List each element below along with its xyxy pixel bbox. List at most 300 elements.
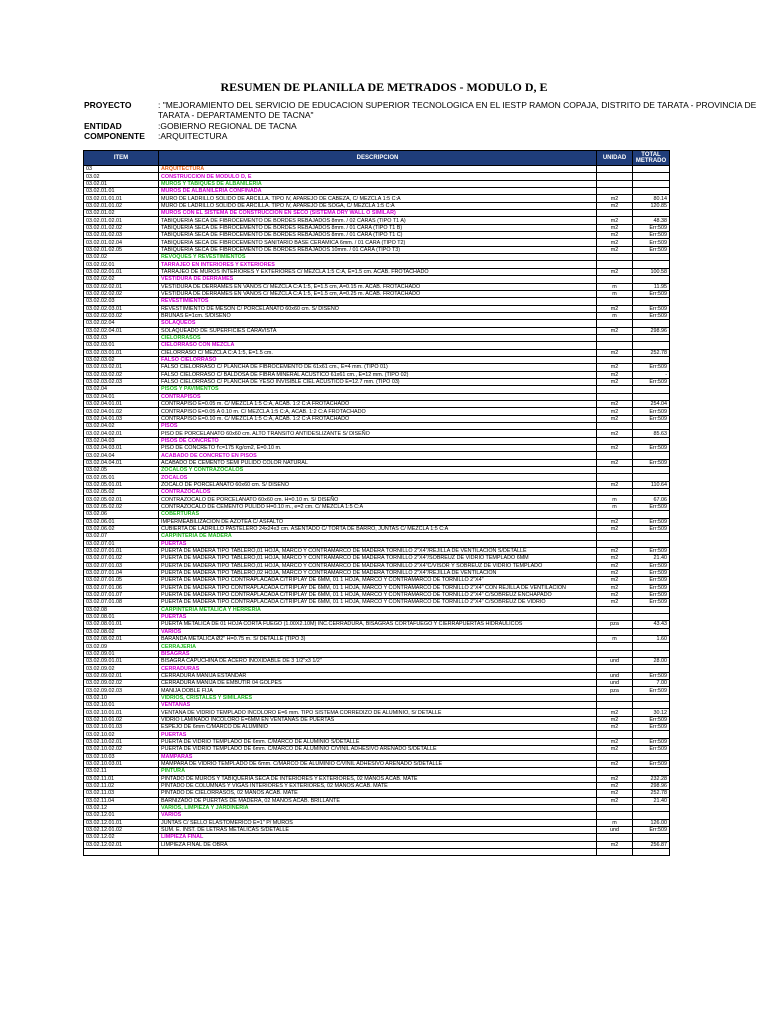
table-row <box>84 496 670 503</box>
cell-item: 03.02.04.02.01 <box>84 430 159 437</box>
cell-item: 03.02.04.03.01 <box>84 445 159 452</box>
cell-descripcion: LIMPIEZA FINAL <box>159 834 597 841</box>
cell-item: 03.02.03 <box>84 334 159 341</box>
cell-item: 03.02.02.03 <box>84 298 159 305</box>
table-row <box>84 672 670 679</box>
cell-unidad <box>597 386 633 393</box>
meta-label: COMPONENTE <box>84 131 145 141</box>
cell-descripcion: CONTRAPISO E=0.10 m. C/ MEZCLA 1:5 C:A, ACAB. 1:2 C:A FROTACHADO <box>159 415 597 422</box>
cell-total-metrado <box>633 834 670 841</box>
meta-value: :GOBIERNO REGIONAL DE TACNA <box>158 121 297 131</box>
cell-item: 03.02.10.03.01 <box>84 760 159 767</box>
cell-total-metrado: Err:509 <box>633 364 670 371</box>
cell-unidad <box>597 356 633 363</box>
cell-descripcion: BRUÑAS E=1cm. S/DISEÑO <box>159 312 597 319</box>
cell-unidad <box>597 334 633 341</box>
table-row <box>84 349 670 356</box>
cell-descripcion: PINTADO DE COLUMNAS Y VIGAS INTERIORES Y EXTERIORES, 02 MANOS ACAB. MATE <box>159 782 597 789</box>
cell-unidad <box>597 276 633 283</box>
cell-item: 03.02.04 <box>84 386 159 393</box>
cell-descripcion: FALSO CIELORRASO C/ PLANCHA DE YESO INVISIBLE CIEL ACUSTICO E=12.7 mm. (TIPO 03) <box>159 378 597 385</box>
cell-descripcion: PISO DE CONCRETO f'c=175 Kg/cm2, E=0.10 m. <box>159 445 597 452</box>
metrados-table <box>83 150 670 856</box>
cell-unidad <box>597 540 633 547</box>
cell-item: 03.02.02.02.01 <box>84 283 159 290</box>
table-row <box>84 636 670 643</box>
cell-unidad <box>597 452 633 459</box>
cell-total-metrado: 43.43 <box>633 621 670 628</box>
cell-total-metrado: Err:509 <box>633 569 670 576</box>
cell-total-metrado <box>633 768 670 775</box>
cell-descripcion: FALSO CIELORRASO C/ PLANCHA DE FIBROCEMENTO DE 61x61 cm., E=4 mm. (TIPO 01) <box>159 364 597 371</box>
cell-descripcion: PUERTA DE MADERA TIPO CONTRAPLACADA C/TRIPLAY DE 6MM, 01 1 HOJA, MARCO Y CONTRAMARCO DE TORNILLO 2"X4" CON REJILLA DE VENTILACION <box>159 584 597 591</box>
cell-unidad: und <box>597 658 633 665</box>
cell-total-metrado: Err:509 <box>633 724 670 731</box>
cell-descripcion: SUM. E. INST. DE LETRAS METALICAS S/DETALLE <box>159 826 597 833</box>
cell-item: 03.02.06.01 <box>84 518 159 525</box>
cell-descripcion: ACABADO DE CEMENTO SEMI PULIDO COLOR NATURAL <box>159 459 597 466</box>
cell-descripcion: PUERTA DE MADERA TIPO CONTRAPLACADA C/TRIPLAY DE 6MM, 01 1 HOJA, MARCO Y CONTRAMARCO DE TORNILLO 2"X4" <box>159 577 597 584</box>
cell-total-metrado: Err:509 <box>633 415 670 422</box>
cell-descripcion: CERRADURAS <box>159 665 597 672</box>
cell-total-metrado: 11.95 <box>633 283 670 290</box>
table-row <box>84 312 670 319</box>
table-row <box>84 217 670 224</box>
meta-label: ENTIDAD <box>84 121 122 131</box>
cell-descripcion: REVESTIMIENTO DE MESON C/ PORCELANATO 60x60 cm. S/ DISEÑO <box>159 305 597 312</box>
cell-total-metrado: 252.78 <box>633 790 670 797</box>
meta-label: PROYECTO <box>84 100 132 110</box>
table-row <box>84 276 670 283</box>
cell-unidad <box>597 166 633 173</box>
cell-total-metrado <box>633 386 670 393</box>
cell-descripcion <box>159 848 597 855</box>
cell-total-metrado: Err:509 <box>633 290 670 297</box>
cell-descripcion: TABIQUERIA SECA DE FIBROCEMENTO DE BORDES REBAJADOS 8mm. / 01 CARA (TIPO T1 B) <box>159 224 597 231</box>
cell-item: 03.02.10.02.01 <box>84 738 159 745</box>
cell-total-metrado <box>633 166 670 173</box>
cell-descripcion: VESTIDURA DE DERRAMES EN VANOS C/ MEZCLA C:A 1:5, E=1.5 cm, A=0.25 m. ACAB. FROTACHADO <box>159 290 597 297</box>
cell-unidad <box>597 342 633 349</box>
cell-descripcion: SOLAQUEOS <box>159 320 597 327</box>
cell-total-metrado: 298.96 <box>633 782 670 789</box>
table-row <box>84 334 670 341</box>
table-row <box>84 408 670 415</box>
cell-total-metrado: Err:509 <box>633 826 670 833</box>
cell-item: 03.02.03.02.01 <box>84 364 159 371</box>
cell-descripcion: ZOCALO DE PORCELANATO 60x60 cm. S/ DISEÑO <box>159 481 597 488</box>
table-row <box>84 320 670 327</box>
cell-descripcion: ACABADO DE CONCRETO EN PISOS <box>159 452 597 459</box>
cell-total-metrado <box>633 452 670 459</box>
cell-item: 03.02.08.01.01 <box>84 621 159 628</box>
cell-total-metrado <box>633 613 670 620</box>
cell-unidad: m2 <box>597 349 633 356</box>
table-row <box>84 246 670 253</box>
cell-total-metrado: Err:509 <box>633 599 670 606</box>
cell-total-metrado <box>633 467 670 474</box>
table-row <box>84 525 670 532</box>
table-row <box>84 305 670 312</box>
cell-unidad: pza <box>597 621 633 628</box>
table-header-row <box>84 151 670 166</box>
cell-descripcion: PISO DE PORCELANATO 60x60 cm. ALTO TRANSITO ANTIDESLIZANTE S/ DISEÑO <box>159 430 597 437</box>
table-row <box>84 511 670 518</box>
cell-unidad: m <box>597 503 633 510</box>
cell-item: 03.02.10.01.01 <box>84 709 159 716</box>
cell-descripcion: MUROS CON EL SISTEMA DE CONSTRUCCION EN SECO (SISTEMA DRY WALL O SIMILAR) <box>159 210 597 217</box>
cell-total-metrado <box>633 423 670 430</box>
table-row <box>84 569 670 576</box>
cell-descripcion: VIDRIOS, CRISTALES Y SIMILARES <box>159 694 597 701</box>
cell-item: 03.02.11.03 <box>84 790 159 797</box>
cell-unidad <box>597 437 633 444</box>
cell-total-metrado: 1.60 <box>633 636 670 643</box>
cell-descripcion: MAMPARA DE VIDRIO TEMPLADO DE 6mm. C/MARCO DE ALUMINIO C/VINIL ADHESIVO ARENADO S/DETALLE <box>159 760 597 767</box>
cell-total-metrado <box>633 173 670 180</box>
cell-item: 03.02.10.02.02 <box>84 746 159 753</box>
cell-item: 03.02.02.03.02 <box>84 312 159 319</box>
cell-item: 03.02.09.02.02 <box>84 680 159 687</box>
cell-descripcion: VARIOS, LIMPIEZA Y JARDINERIA <box>159 804 597 811</box>
cell-total-metrado <box>633 180 670 187</box>
cell-total-metrado <box>633 320 670 327</box>
cell-descripcion: LIMPIEZA FINAL DE OBRA <box>159 841 597 848</box>
cell-unidad <box>597 467 633 474</box>
cell-unidad: m2 <box>597 327 633 334</box>
table-row <box>84 386 670 393</box>
table-row <box>84 430 670 437</box>
cell-item: 03.02.04.01.01 <box>84 401 159 408</box>
cell-descripcion: CERRAJERIA <box>159 643 597 650</box>
cell-item <box>84 848 159 855</box>
cell-descripcion: TARRAJEO EN INTERIORES Y EXTERIORES <box>159 261 597 268</box>
cell-total-metrado <box>633 437 670 444</box>
cell-total-metrado: 28.00 <box>633 658 670 665</box>
cell-descripcion: CONTRAZOCALOS <box>159 489 597 496</box>
table-row <box>84 437 670 444</box>
cell-total-metrado <box>633 342 670 349</box>
cell-unidad: m2 <box>597 224 633 231</box>
cell-total-metrado <box>633 489 670 496</box>
table-row <box>84 327 670 334</box>
cell-total-metrado: 48.38 <box>633 217 670 224</box>
cell-item: 03.02.09.02.03 <box>84 687 159 694</box>
table-row <box>84 841 670 848</box>
cell-total-metrado: 126.00 <box>633 819 670 826</box>
cell-descripcion: TARRAJEO DE MUROS INTERIORES Y EXTERIORES C/ MEZCLA 1:5 C:A, E=1.5 cm. ACAB. FROTACHADO <box>159 268 597 275</box>
cell-descripcion: MURO DE LADRILLO SOLIDO DE ARCILLA. TIPO IV, APAREJO DE SOGA, C/ MEZCLA 1:5 C:A <box>159 202 597 209</box>
table-row <box>84 782 670 789</box>
cell-total-metrado <box>633 628 670 635</box>
cell-total-metrado <box>633 254 670 261</box>
cell-unidad <box>597 628 633 635</box>
cell-unidad: m2 <box>597 459 633 466</box>
table-row <box>84 555 670 562</box>
cell-unidad: m2 <box>597 518 633 525</box>
cell-total-metrado <box>633 298 670 305</box>
table-row <box>84 232 670 239</box>
cell-total-metrado: 252.78 <box>633 349 670 356</box>
cell-item: 03.02.05.02 <box>84 489 159 496</box>
cell-unidad: m2 <box>597 841 633 848</box>
cell-total-metrado: 67.06 <box>633 496 670 503</box>
cell-descripcion: CIELORRASO C/ MEZCLA C:A 1:5, E=1.5 cm. <box>159 349 597 356</box>
cell-item: 03.02.02.02 <box>84 276 159 283</box>
table-row <box>84 584 670 591</box>
cell-total-metrado <box>633 702 670 709</box>
cell-descripcion: TABIQUERIA SECA DE FIBROCEMENTO DE BORDES REBAJADOS 10mm. / 01 CARA (TIPO T3) <box>159 246 597 253</box>
cell-unidad: m2 <box>597 584 633 591</box>
cell-unidad <box>597 474 633 481</box>
cell-unidad: m2 <box>597 775 633 782</box>
table-row <box>84 702 670 709</box>
cell-total-metrado <box>633 474 670 481</box>
cell-total-metrado <box>633 643 670 650</box>
meta-value: :ARQUITECTURA <box>158 131 228 141</box>
cell-unidad: und <box>597 826 633 833</box>
cell-item: 03.02.04.01.03 <box>84 415 159 422</box>
cell-descripcion: VESTIDURA DE DERRAMES EN VANOS C/ MEZCLA C:A 1:5, E=1.5 cm, A=0.15 m. ACAB. FROTACHADO <box>159 283 597 290</box>
cell-unidad <box>597 834 633 841</box>
cell-unidad: m <box>597 636 633 643</box>
table-row <box>84 606 670 613</box>
table-row <box>84 224 670 231</box>
cell-descripcion: CONSTRUCCION DE MODULO D, E <box>159 173 597 180</box>
cell-total-metrado: Err:509 <box>633 378 670 385</box>
cell-unidad <box>597 606 633 613</box>
cell-unidad <box>597 731 633 738</box>
table-row <box>84 819 670 826</box>
cell-descripcion: PUERTAS <box>159 731 597 738</box>
table-row <box>84 474 670 481</box>
cell-unidad: m2 <box>597 724 633 731</box>
cell-descripcion: PINTADO DE MUROS Y TABIQUERIA SECA DE INTERIORES Y EXTERIORES, 02 MANOS ACAB. MATE <box>159 775 597 782</box>
cell-unidad: m2 <box>597 746 633 753</box>
cell-item: 03.02.11 <box>84 768 159 775</box>
cell-descripcion: PINTURA <box>159 768 597 775</box>
table-row <box>84 790 670 797</box>
cell-unidad <box>597 173 633 180</box>
cell-total-metrado: 256.87 <box>633 841 670 848</box>
cell-descripcion: PUERTA DE MADERA TIPO TABLERO,01 HOJA, MARCO Y CONTRAMARCO DE MADERA TORNILLO 2"X4"C/VISOR Y SOBREUZ DE VIDRIO TEMPLADO <box>159 562 597 569</box>
cell-total-metrado <box>633 188 670 195</box>
cell-total-metrado: 80.14 <box>633 195 670 202</box>
cell-unidad: m2 <box>597 305 633 312</box>
cell-unidad: m2 <box>597 445 633 452</box>
table-row <box>84 834 670 841</box>
cell-total-metrado <box>633 210 670 217</box>
cell-unidad <box>597 812 633 819</box>
table-row <box>84 356 670 363</box>
cell-total-metrado <box>633 848 670 855</box>
cell-unidad <box>597 188 633 195</box>
table-row <box>84 680 670 687</box>
cell-item: 03.02.09.02 <box>84 665 159 672</box>
table-row <box>84 775 670 782</box>
header-total-metrado: TOTAL METRADO <box>633 151 670 166</box>
cell-descripcion: CERRADURA MANIJA DE EMBUTIR 04 GOLPES <box>159 680 597 687</box>
cell-unidad: m2 <box>597 481 633 488</box>
cell-unidad: m2 <box>597 562 633 569</box>
cell-descripcion: PUERTA DE VIDRIO TEMPLADO DE 6mm. C/MARCO DE ALUMINIO S/DETALLE <box>159 738 597 745</box>
table-row <box>84 621 670 628</box>
cell-total-metrado <box>633 540 670 547</box>
table-row <box>84 239 670 246</box>
cell-unidad <box>597 393 633 400</box>
cell-unidad: m2 <box>597 378 633 385</box>
cell-item: 03.02.12.01 <box>84 812 159 819</box>
cell-unidad: m2 <box>597 782 633 789</box>
cell-item: 03.02.10.01.03 <box>84 724 159 731</box>
cell-item: 03.02.11.04 <box>84 797 159 804</box>
cell-total-metrado <box>633 533 670 540</box>
cell-total-metrado: 21.40 <box>633 797 670 804</box>
cell-unidad <box>597 753 633 760</box>
cell-item: 03.02.07 <box>84 533 159 540</box>
cell-item: 03.02.02.02.02 <box>84 290 159 297</box>
cell-item: 03.02.12.01.02 <box>84 826 159 833</box>
cell-item: 03.02.02.01 <box>84 261 159 268</box>
cell-total-metrado: 100.58 <box>633 268 670 275</box>
cell-descripcion: PISOS DE CONCRETO <box>159 437 597 444</box>
cell-item: 03.02.02.01.01 <box>84 268 159 275</box>
table-row <box>84 746 670 753</box>
cell-descripcion: BARANDA METALICA Ø2" H=0.75 m. S/ DETALLE (TIPO 3) <box>159 636 597 643</box>
table-row <box>84 268 670 275</box>
table-row <box>84 643 670 650</box>
cell-descripcion: ARQUITECTURA <box>159 166 597 173</box>
cell-item: 03.02.08 <box>84 606 159 613</box>
cell-unidad: m <box>597 312 633 319</box>
cell-item: 03.02.09 <box>84 643 159 650</box>
cell-total-metrado <box>633 804 670 811</box>
table-row <box>84 716 670 723</box>
cell-descripcion: VIDRIO LAMINADO INCOLORO E=6MM EN VENTANAS DE PUERTAS <box>159 716 597 723</box>
cell-descripcion: BISAGRAS <box>159 650 597 657</box>
cell-unidad <box>597 650 633 657</box>
cell-item: 03.02.07.01.04 <box>84 569 159 576</box>
cell-item: 03.02.02.04 <box>84 320 159 327</box>
cell-descripcion: CUBIERTA DE LADRILLO PASTELERO 24x24x3 cm. ASENTADO C/ TORTA DE BARRO, JUNTAS C/ MEZCLA 1:5 C:A <box>159 525 597 532</box>
table-row <box>84 613 670 620</box>
table-row <box>84 364 670 371</box>
cell-item: 03.02.01.02 <box>84 210 159 217</box>
cell-item: 03.02.04.03 <box>84 437 159 444</box>
cell-unidad: m2 <box>597 760 633 767</box>
cell-total-metrado <box>633 356 670 363</box>
table-row <box>84 195 670 202</box>
cell-total-metrado: 110.64 <box>633 481 670 488</box>
table-row <box>84 342 670 349</box>
cell-unidad: m2 <box>597 239 633 246</box>
cell-item: 03.02.07.01.01 <box>84 547 159 554</box>
cell-unidad <box>597 665 633 672</box>
cell-descripcion: COBERTURAS <box>159 511 597 518</box>
cell-total-metrado: Err:509 <box>633 547 670 554</box>
cell-item: 03.02.03.01.01 <box>84 349 159 356</box>
cell-total-metrado <box>633 276 670 283</box>
table-row <box>84 481 670 488</box>
cell-descripcion: VENTANAS <box>159 702 597 709</box>
cell-item: 03.02.11.02 <box>84 782 159 789</box>
cell-total-metrado: Err:509 <box>633 246 670 253</box>
cell-unidad: m2 <box>597 525 633 532</box>
cell-unidad: m <box>597 290 633 297</box>
cell-item: 03.02.11.01 <box>84 775 159 782</box>
table-row <box>84 687 670 694</box>
cell-total-metrado: Err:509 <box>633 738 670 745</box>
cell-total-metrado <box>633 393 670 400</box>
cell-unidad: m2 <box>597 364 633 371</box>
cell-item: 03.02.08.02 <box>84 628 159 635</box>
cell-total-metrado <box>633 606 670 613</box>
cell-item: 03.02.04.04 <box>84 452 159 459</box>
cell-unidad: m2 <box>597 716 633 723</box>
cell-descripcion: ESPEJO DE 6mm C/MARCO DE ALUMINIO <box>159 724 597 731</box>
table-row <box>84 202 670 209</box>
cell-item: 03.02.07.01.02 <box>84 555 159 562</box>
cell-item: 03.02.01.01.02 <box>84 202 159 209</box>
cell-total-metrado: 30.12 <box>633 709 670 716</box>
cell-item: 03.02.07.01.07 <box>84 591 159 598</box>
cell-item: 03.02.04.01 <box>84 393 159 400</box>
cell-unidad: m2 <box>597 408 633 415</box>
cell-item: 03.02.08.01 <box>84 613 159 620</box>
cell-unidad: m2 <box>597 591 633 598</box>
cell-total-metrado <box>633 812 670 819</box>
cell-item: 03.02.07.01.05 <box>84 577 159 584</box>
cell-unidad <box>597 423 633 430</box>
cell-item: 03.02.10.01 <box>84 702 159 709</box>
cell-item: 03.02.02.03.01 <box>84 305 159 312</box>
table-row <box>84 166 670 173</box>
cell-descripcion: ZOCALOS Y CONTRAZOCALOS <box>159 467 597 474</box>
cell-total-metrado <box>633 665 670 672</box>
cell-descripcion: CIELORRASO CON MEZCLA <box>159 342 597 349</box>
cell-unidad <box>597 489 633 496</box>
cell-unidad: m2 <box>597 577 633 584</box>
cell-total-metrado: Err:509 <box>633 459 670 466</box>
table-row <box>84 540 670 547</box>
cell-item: 03.02.01.02.04 <box>84 239 159 246</box>
table-row <box>84 254 670 261</box>
table-row <box>84 415 670 422</box>
cell-descripcion: CONTRAPISO E=0.05 m. C/ MEZCLA 1:5 C:A, ACAB. 1:2 C:A FROTACHADO <box>159 401 597 408</box>
cell-item: 03.02.05.01.01 <box>84 481 159 488</box>
cell-total-metrado: Err:509 <box>633 408 670 415</box>
cell-unidad <box>597 804 633 811</box>
cell-descripcion: PUERTA DE VIDRIO TEMPLADO DE 6mm. C/MARCO DE ALUMINIO C/VINIL ADHESIVO ARENADO S/DETALLE <box>159 746 597 753</box>
cell-unidad: m2 <box>597 401 633 408</box>
cell-total-metrado: Err:509 <box>633 232 670 239</box>
cell-unidad <box>597 511 633 518</box>
cell-item: 03.02.01.01 <box>84 188 159 195</box>
cell-total-metrado: Err:509 <box>633 687 670 694</box>
cell-unidad: m2 <box>597 415 633 422</box>
cell-item: 03.02.12.01.01 <box>84 819 159 826</box>
cell-descripcion: PISOS <box>159 423 597 430</box>
cell-item: 03.02.01.02.02 <box>84 224 159 231</box>
cell-descripcion: SOLAQUEADO DE SUPERFICIES CARAVISTA <box>159 327 597 334</box>
table-row <box>84 518 670 525</box>
cell-total-metrado: Err:509 <box>633 518 670 525</box>
cell-total-metrado <box>633 511 670 518</box>
table-row <box>84 283 670 290</box>
table-row <box>84 812 670 819</box>
cell-item: 03.02.08.02.01 <box>84 636 159 643</box>
cell-total-metrado: Err:509 <box>633 746 670 753</box>
